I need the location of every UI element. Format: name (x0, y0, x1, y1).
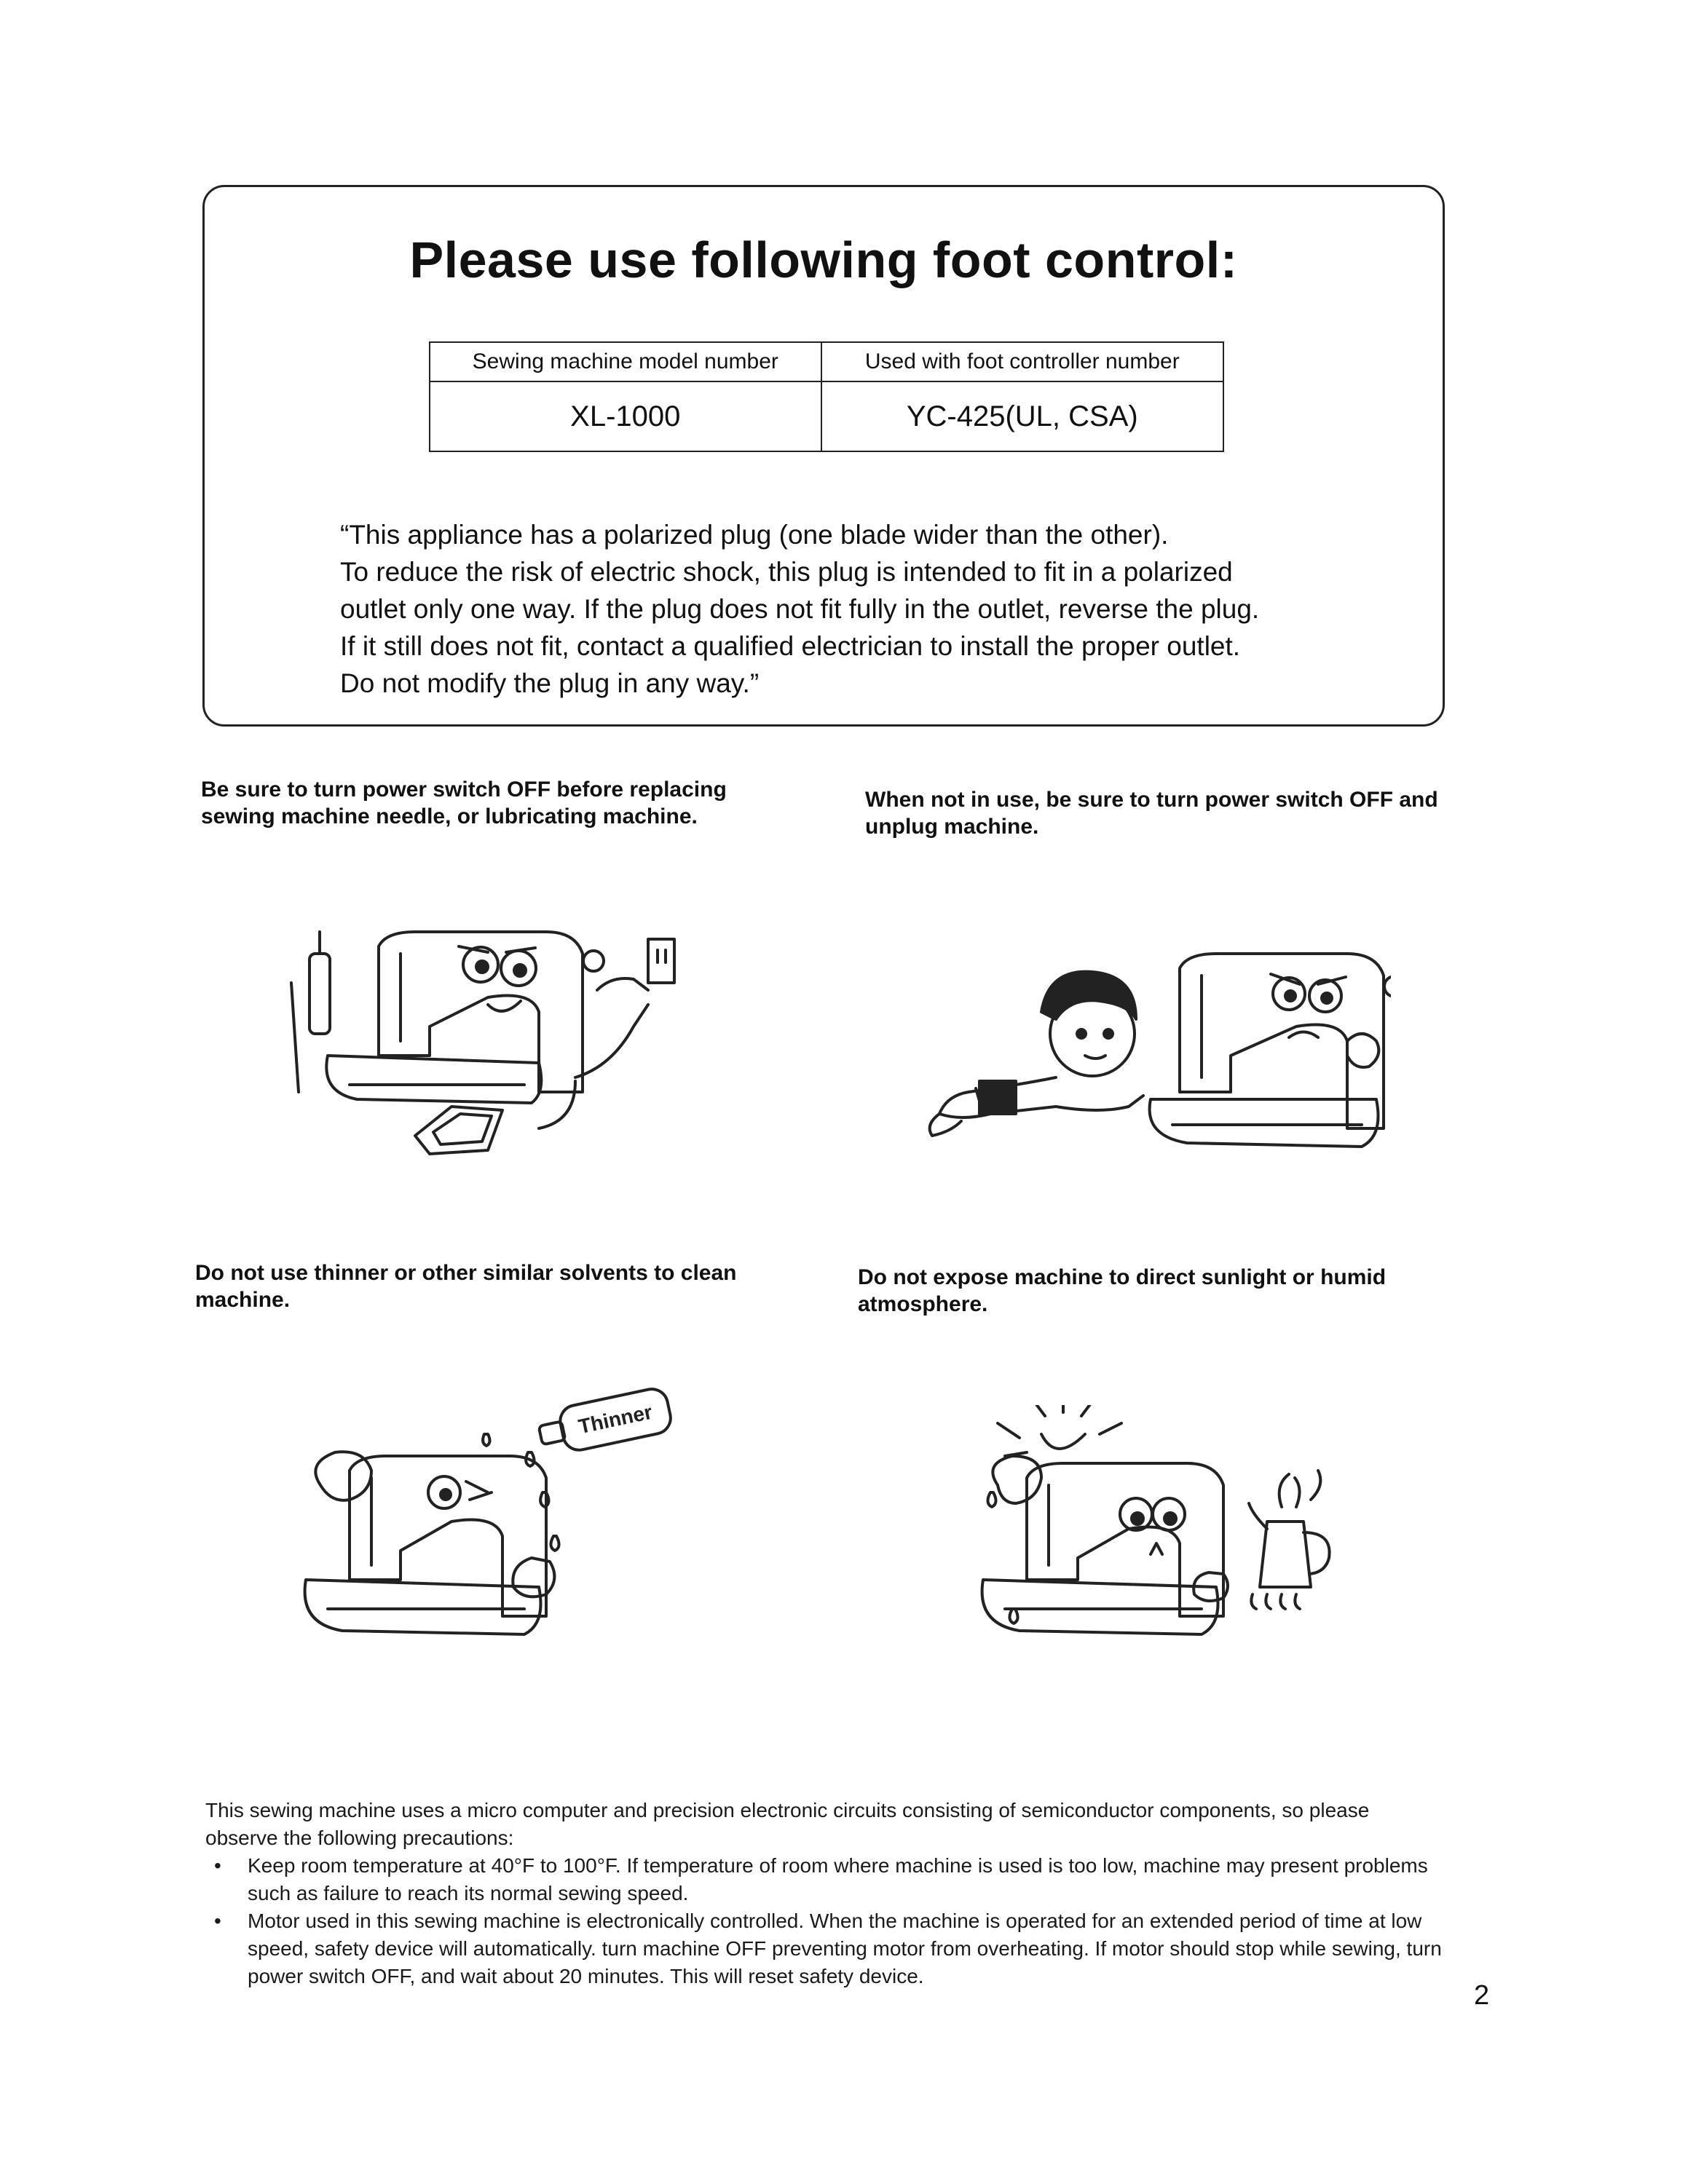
caption-power-off: Be sure to turn power switch OFF before replacing sewing machine needle, or lubricating machine. (201, 778, 727, 828)
caption-unplug: When not in use, be sure to turn power switch OFF and unplug machine. (865, 788, 1438, 839)
foot-controller-header: Used with foot controller number (821, 342, 1223, 381)
bullet: • (214, 1854, 221, 1877)
thinner-label: Thinner (576, 1400, 655, 1439)
model-number-header: Sewing machine model number (430, 342, 821, 381)
page-number: 2 (1474, 1980, 1490, 2011)
illustration-no-thinner (291, 1383, 699, 1645)
polarized-plug-notice (340, 516, 1360, 702)
page-title: Please use following foot control: (409, 232, 1238, 288)
list-item (205, 1852, 1443, 1907)
foot-controller-cell: YC-425(UL, CSA) (821, 381, 1223, 451)
precautions-section (205, 1797, 1443, 1990)
list-item (205, 1907, 1443, 1990)
table-row (430, 381, 1223, 451)
precautions-intro: This sewing machine uses a micro computer and precision electronic circuits consisting of semiconductor components, so please observe the following precautions: (205, 1799, 1370, 1849)
table-header-row (430, 342, 1223, 381)
notice-line: If it still does not fit, contact a qualified electrician to install the proper outlet. (340, 631, 1241, 661)
illustration-no-sunlight (961, 1405, 1340, 1645)
caption-no-thinner: Do not use thinner or other similar solvents to clean machine. (195, 1261, 737, 1312)
precautions-list (205, 1852, 1443, 1990)
foot-control-table (429, 341, 1224, 452)
notice-line: “This appliance has a polarized plug (one blade wider than the other). (340, 520, 1169, 550)
foot-control-box (202, 185, 1445, 727)
bullet: • (214, 1910, 221, 1932)
illustration-power-off (269, 910, 706, 1172)
notice-line: To reduce the risk of electric shock, this plug is intended to fit in a polarized (340, 557, 1233, 587)
notice-line: outlet only one way. If the plug does not fit fully in the outlet, reverse the plug. (340, 594, 1260, 624)
caption-no-sunlight: Do not expose machine to direct sunlight or humid atmosphere. (858, 1265, 1387, 1316)
precaution-text: Keep room temperature at 40°F to 100°F. If temperature of room where machine is used is too low, machine may present problems such as failure to reach its normal sewing speed. (248, 1854, 1428, 1904)
model-number-cell: XL-1000 (430, 381, 821, 451)
precaution-text: Motor used in this sewing machine is electronically controlled. When the machine is operated for an extended period of time at low speed, safety device will automatically. turn machine OFF preventing motor from overheating. If motor should stop while sewing, turn power switch OFF, and wait about 20 minutes. This will reset safety device. (248, 1910, 1442, 1987)
illustration-unplug (910, 939, 1391, 1172)
notice-line: Do not modify the plug in any way.” (340, 668, 760, 698)
